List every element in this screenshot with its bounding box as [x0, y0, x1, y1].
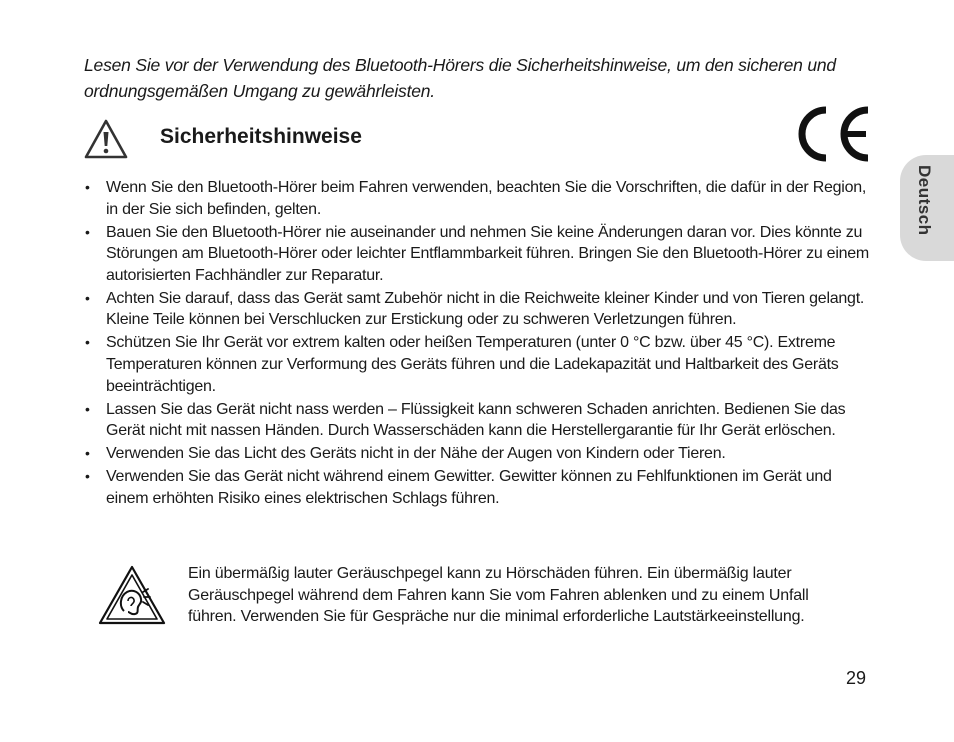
ce-mark-icon — [792, 104, 872, 164]
noise-warning-text: Ein übermäßig lauter Geräuschpegel kann zu Hörschäden führen. Ein übermäßig lauter Geräuschpegel während dem Fahren kann Sie vom Fahren ablenken und zu einem Unfall führen. Verwenden Sie für Gespräche nur die minimal erforderliche Lautstärkeeinstellung. — [188, 565, 809, 625]
list-item: • Achten Sie darauf, dass das Gerät samt Zubehör nicht in die Reichweite kleiner Kinder und von Tieren gelangt. Kleine Teile können bei Verschlucken zur Erstickung oder zu schweren Verletzungen führen. — [84, 288, 874, 331]
safety-bullet-list — [84, 177, 874, 511]
list-item: • Lassen Sie das Gerät nicht nass werden – Flüssigkeit kann schweren Schaden anrichten. Bedienen Sie das Gerät nicht mit nassen Händen. Durch Wasserschäden kann die Herstellergarantie für Ihr Gerät erlöschen. — [84, 399, 874, 442]
warning-triangle-icon — [83, 118, 129, 160]
loud-noise-warning-icon — [97, 564, 167, 626]
section-heading: Sicherheitshinweise — [160, 125, 362, 148]
list-item: • Schützen Sie Ihr Gerät vor extrem kalten oder heißen Temperaturen (unter 0 °C bzw. über 45 °C). Extreme Temperaturen können zur Verformung des Geräts führen und die Ladekapazität und Haltbarkeit des Geräts beeinträchtigen. — [84, 332, 874, 397]
page-number: 29 — [846, 668, 867, 688]
list-item: • Verwenden Sie das Licht des Geräts nicht in der Nähe der Augen von Kindern oder Tieren. — [84, 443, 874, 465]
list-item: • Bauen Sie den Bluetooth-Hörer nie auseinander und nehmen Sie keine Änderungen daran vor. Dies könnte zu Störungen am Bluetooth-Hörer oder leichter Entflammbarkeit führen. Bringen Sie den Bluetooth-Hörer zu einem autorisierten Fachhändler zur Reparatur. — [84, 222, 874, 287]
list-item: • Verwenden Sie das Gerät nicht während einem Gewitter. Gewitter können zu Fehlfunktionen im Gerät und einem erhöhten Risiko eines elektrischen Schlags führen. — [84, 466, 874, 509]
list-item: • Wenn Sie den Bluetooth-Hörer beim Fahren verwenden, beachten Sie die Vorschriften, die dafür in der Region, in der Sie sich befinden, gelten. — [84, 177, 874, 220]
intro-text: Lesen Sie vor der Verwendung des Bluetooth-Hörers die Sicherheitshinweise, um den sicheren und ordnungsgemäßen Umgang zu gewährleisten. — [84, 55, 836, 101]
language-tab-label: Deutsch — [915, 165, 934, 236]
language-side-tab — [900, 155, 954, 261]
